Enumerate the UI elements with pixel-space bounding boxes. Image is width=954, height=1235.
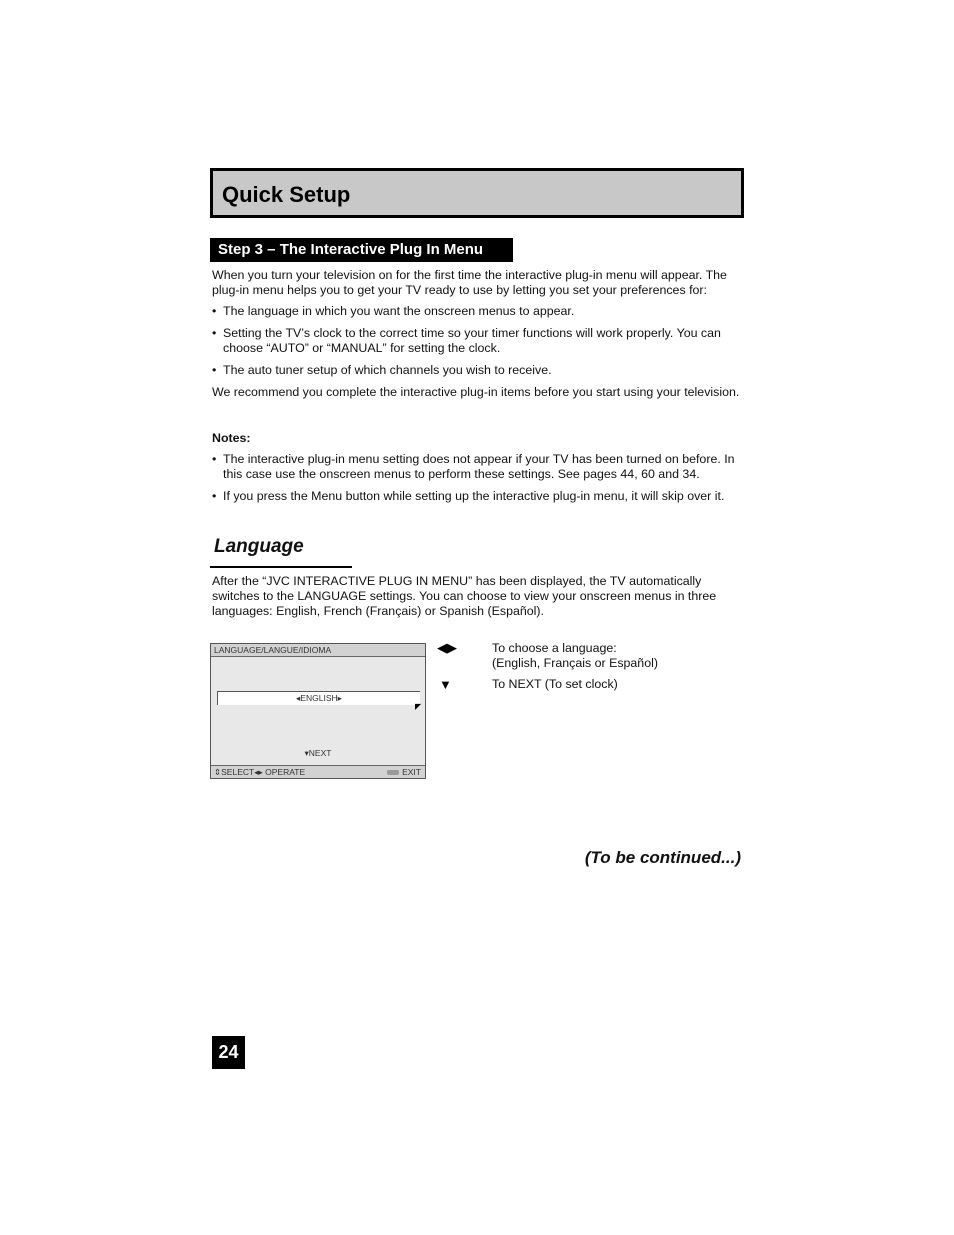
note-item	[212, 489, 747, 504]
notes-heading: Notes:	[212, 431, 251, 445]
footer-operate-label: OPERATE	[265, 767, 306, 777]
pref-text: The auto tuner setup of which channels you wish to receive.	[223, 363, 552, 377]
note-item	[212, 452, 747, 482]
selected-language: ENGLISH	[300, 693, 338, 703]
note-text: If you press the Menu button while setting up the interactive plug-in menu, it will skip over it.	[223, 489, 725, 503]
key-line: (English, Français or Español)	[492, 656, 658, 670]
section-title-box	[210, 168, 744, 218]
next-label: NEXT	[308, 748, 332, 758]
page-number: 24	[212, 1036, 245, 1069]
pref-item-clock	[212, 326, 747, 356]
language-heading: Language	[214, 536, 304, 557]
key-description-next: To NEXT (To set clock)	[492, 677, 618, 691]
step-heading: Step 3 – The Interactive Plug In Menu	[210, 238, 513, 262]
pref-text: The language in which you want the onscreen menus to appear.	[223, 304, 575, 318]
footer-right	[387, 766, 421, 778]
menu-button-icon	[387, 770, 399, 775]
key-line: To choose a language:	[492, 641, 617, 655]
language-selector	[217, 691, 420, 705]
page-title: Quick Setup	[222, 182, 351, 207]
continued-note: (To be continued...)	[584, 848, 741, 867]
language-underline	[210, 566, 352, 568]
language-paragraph: After the “JVC INTERACTIVE PLUG IN MENU” has been displayed, the TV automatically switches to the LANGUAGE settings. You can choose to view your onscreen menus in three languages: English, French (Français) or Spanish (Español).	[212, 574, 717, 618]
left-right-arrow-icon: ◂▸	[254, 767, 263, 777]
left-arrow-icon: ◂	[296, 693, 301, 703]
down-arrow-icon: ▾	[304, 748, 309, 758]
down-key-icon: ▼	[439, 677, 452, 692]
right-arrow-icon: ▸	[337, 693, 342, 703]
pref-item-language	[212, 304, 747, 319]
key-description-language	[492, 641, 752, 671]
cursor-icon: ◤	[415, 702, 422, 711]
menu-header: LANGUAGE/LANGUE/IDIOMA	[211, 644, 425, 657]
footer-select-label: SELECT	[221, 767, 255, 777]
footer-exit-label: EXIT	[402, 767, 421, 777]
left-right-key-icon: ◀▶	[437, 640, 457, 655]
intro-paragraph: When you turn your television on for the first time the interactive plug-in menu will appear. The plug-in menu helps you to get your TV ready to use by letting you set your preferences for:	[212, 268, 727, 297]
note-text: The interactive plug-in menu setting does not appear if your TV has been turned on before. In this case use the onscreen menus to perform these settings. See pages 44, 60 and 34.	[223, 452, 735, 481]
menu-footer	[211, 765, 425, 778]
recommend-paragraph: We recommend you complete the interactive plug-in items before you start using your television.	[212, 385, 740, 399]
up-down-arrow-icon: ⇕	[214, 767, 222, 777]
tv-language-menu	[210, 643, 426, 779]
pref-item-tuner	[212, 363, 747, 378]
footer-left	[214, 766, 305, 778]
pref-text: Setting the TV’s clock to the correct time so your timer functions will work properly. You can choose “AUTO” or “MANUAL” for setting the clock.	[223, 326, 721, 355]
menu-next-item	[211, 748, 425, 759]
